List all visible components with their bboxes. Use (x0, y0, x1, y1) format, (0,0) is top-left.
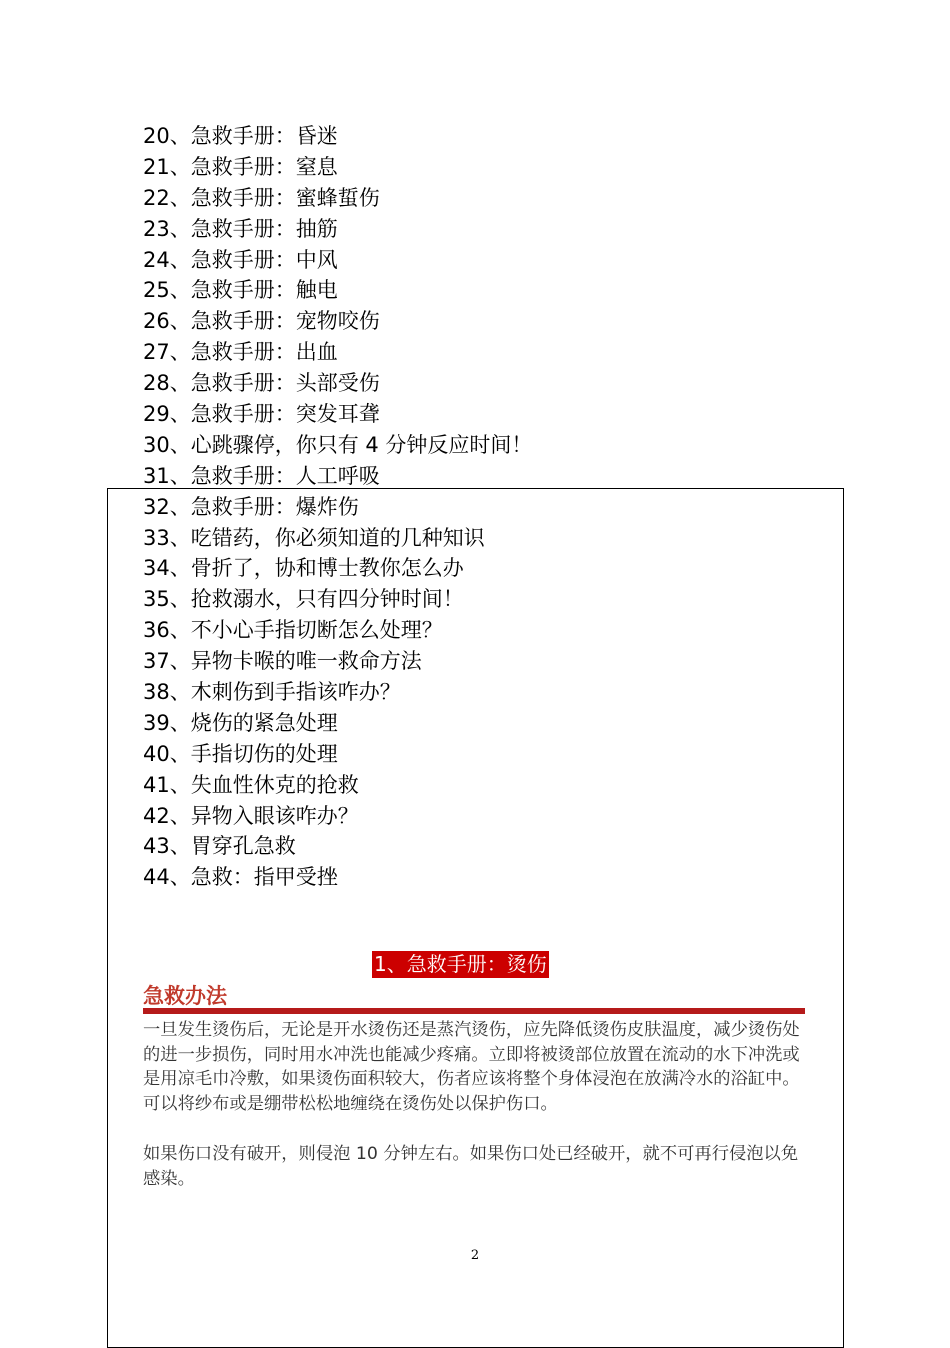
toc-item[interactable]: 23、急救手册：抽筋 (143, 216, 338, 241)
toc-item[interactable]: 34、骨折了，协和博士教你怎么办 (143, 556, 464, 581)
page-number: 2 (470, 1248, 480, 1263)
body-paragraph: 一旦发生烫伤后，无论是开水烫伤还是蒸汽烫伤，应先降低烫伤皮肤温度，减少烫伤处的进一步损伤，同时用水冲洗也能减少疼痛。立即将被烫部位放置在流动的水下冲洗或是用凉毛巾冷敷，如果烫伤面积较大，伤者应该将整个身体浸泡在放满冷水的浴缸中。可以将纱布或是绷带松松地缠绕在烫伤处以保护伤口。 (143, 1020, 800, 1114)
toc-item[interactable]: 25、急救手册：触电 (143, 278, 338, 303)
toc-item[interactable]: 29、急救手册：突发耳聋 (143, 402, 380, 427)
toc-item[interactable]: 44、急救：指甲受挫 (143, 865, 338, 890)
toc-item[interactable]: 31、急救手册：人工呼吸 (143, 463, 380, 488)
toc-item[interactable]: 30、心跳骤停，你只有 4 分钟反应时间！ (143, 432, 533, 457)
toc-item[interactable]: 32、急救手册：爆炸伤 (143, 494, 359, 519)
toc-item[interactable]: 39、烧伤的紧急处理 (143, 710, 338, 735)
toc-item[interactable]: 33、吃错药，你必须知道的几种知识 (143, 525, 485, 550)
toc-item[interactable]: 22、急救手册：蜜蜂蜇伤 (143, 185, 380, 210)
section-subheading: 急救办法 (143, 984, 227, 1008)
subheading-rule (143, 1008, 805, 1014)
body-paragraph: 如果伤口没有破开，则侵泡 10 分钟左右。如果伤口处已经破开，就不可再行侵泡以免感染。 (143, 1144, 799, 1189)
toc-item[interactable]: 27、急救手册：出血 (143, 340, 338, 365)
toc-item[interactable]: 42、异物入眼该咋办？ (143, 803, 359, 828)
toc-item[interactable]: 38、木刺伤到手指该咋办？ (143, 680, 401, 705)
toc-item[interactable]: 43、胃穿孔急救 (143, 834, 296, 859)
toc-item[interactable]: 37、异物卡喉的唯一救命方法 (143, 649, 422, 674)
toc-item[interactable]: 28、急救手册：头部受伤 (143, 371, 380, 396)
toc-item[interactable]: 24、急救手册：中风 (143, 247, 338, 272)
toc-item[interactable]: 36、不小心手指切断怎么处理？ (143, 618, 443, 643)
table-of-contents (143, 121, 532, 893)
toc-item[interactable]: 35、抢救溺水，只有四分钟时间！ (143, 587, 464, 612)
toc-item[interactable]: 21、急救手册：窒息 (143, 154, 338, 179)
toc-item[interactable]: 41、失血性休克的抢救 (143, 772, 359, 797)
toc-item[interactable]: 20、急救手册：昏迷 (143, 124, 338, 148)
section-title: 1、急救手册：烫伤 (374, 952, 547, 976)
toc-item[interactable]: 40、手指切伤的处理 (143, 741, 338, 766)
toc-item[interactable]: 26、急救手册：宠物咬伤 (143, 309, 380, 334)
